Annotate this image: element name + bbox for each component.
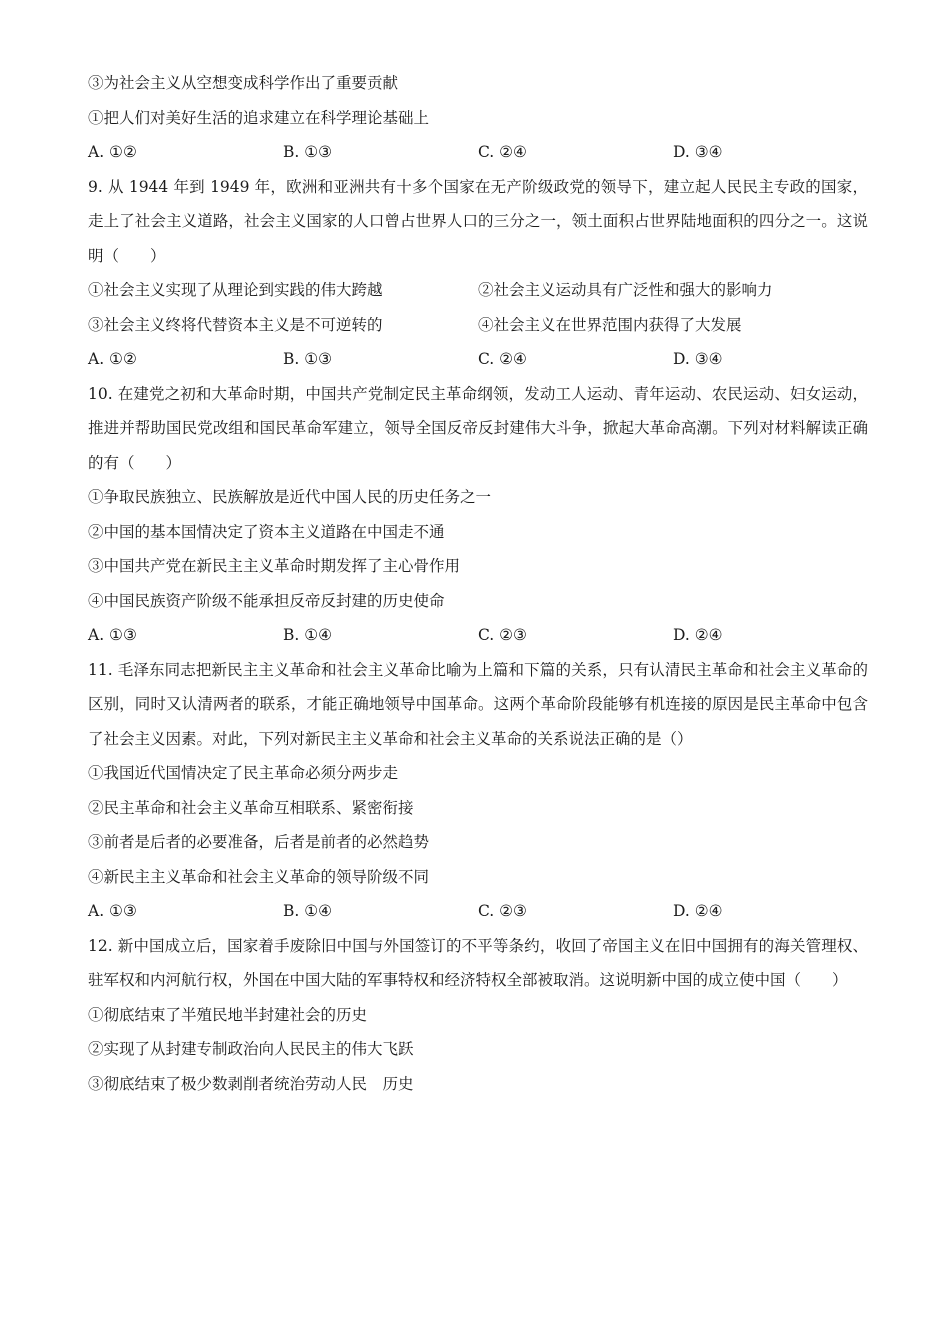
statement-item: ③为社会主义从空想变成科学作出了重要贡献 <box>88 74 399 92</box>
option-a: A. ①③ <box>88 626 137 644</box>
statement-item: ②社会主义运动具有广泛性和强大的影响力 <box>478 281 773 299</box>
option-a: A. ①② <box>88 350 137 368</box>
statement-item: ④社会主义在世界范围内获得了大发展 <box>478 315 742 334</box>
answer-options <box>88 894 868 929</box>
statement-item: ④中国民族资产阶级不能承担反帝反封建的历史使命 <box>88 591 445 610</box>
statement-item: ②中国的基本国情决定了资本主义道路在中国走不通 <box>88 522 445 541</box>
statement-item: ①社会主义实现了从理论到实践的伟大跨越 <box>88 281 383 299</box>
option-b: B. ①③ <box>283 143 333 161</box>
option-d: D. ③④ <box>673 350 723 368</box>
statement-pair <box>88 273 868 308</box>
statement-item: ①我国近代国情决定了民主革命必须分两步走 <box>88 764 399 782</box>
option-d: D. ②④ <box>673 626 723 644</box>
statement-item: ②民主革命和社会主义革命互相联系、紧密衔接 <box>88 798 414 817</box>
question-9-stem: 9. 从 1944 年到 1949 年，欧洲和亚洲共有十多个国家在无产阶级政党的领导下，建立起人民民主专政的国家，走上了社会主义道路，社会主义国家的人口曾占世界人口的三分之一，领土面积占世界陆地面积的四分之一。这说明（ ） <box>88 177 868 265</box>
question-11-stem: 11. 毛泽东同志把新民主主义革命和社会主义革命比喻为上篇和下篇的关系，只有认清民主革命和社会主义革命的区别，同时又认清两者的联系，才能正确地领导中国革命。这两个革命阶段能够有机连接的原因是民主革命中包含了社会主义因素。对此，下列对新民主主义革命和社会主义革命的关系说法正确的是（） <box>88 660 868 748</box>
option-b: B. ①③ <box>283 350 333 368</box>
statement-item: ③彻底结束了极少数剥削者统治劳动人民 历史 <box>88 1074 414 1093</box>
statement-item: ④新民主主义革命和社会主义革命的领导阶级不同 <box>88 867 430 886</box>
option-c: C. ②③ <box>478 902 527 920</box>
answer-options <box>88 342 868 377</box>
statement-pair <box>88 308 868 343</box>
statement-item: ①彻底结束了半殖民地半封建社会的历史 <box>88 1005 368 1024</box>
option-b: B. ①④ <box>283 902 333 920</box>
option-a: A. ①③ <box>88 902 137 920</box>
question-10-stem: 10. 在建党之初和大革命时期，中国共产党制定民主革命纲领，发动工人运动、青年运动、农民运动、妇女运动，推进并帮助国民党改组和国民革命军建立，领导全国反帝反封建伟大斗争，掀起大革命高潮。下列对材料解读正确的有（ ） <box>88 384 868 472</box>
option-a: A. ①② <box>88 143 137 161</box>
statement-item: ③中国共产党在新民主主义革命时期发挥了主心骨作用 <box>88 557 461 575</box>
question-12-stem: 12. 新中国成立后，国家着手废除旧中国与外国签订的不平等条约，收回了帝国主义在旧中国拥有的海关管理权、驻军权和内河航行权，外国在中国大陆的军事特权和经济特权全部被取消。这说明新中国的成立使中国（ ） <box>88 936 868 989</box>
option-c: C. ②③ <box>478 626 527 644</box>
option-d: D. ③④ <box>673 143 723 161</box>
statement-item: ①把人们对美好生活的追求建立在科学理论基础上 <box>88 108 430 127</box>
statement-item: ③社会主义终将代替资本主义是不可逆转的 <box>88 315 383 334</box>
option-c: C. ②④ <box>478 143 527 161</box>
answer-options <box>88 618 868 653</box>
option-b: B. ①④ <box>283 626 333 644</box>
option-c: C. ②④ <box>478 350 527 368</box>
exam-page <box>88 66 868 1101</box>
option-d: D. ②④ <box>673 902 723 920</box>
statement-item: ①争取民族独立、民族解放是近代中国人民的历史任务之一 <box>88 488 492 506</box>
statement-item: ③前者是后者的必要准备，后者是前者的必然趋势 <box>88 833 430 851</box>
answer-options <box>88 135 868 170</box>
statement-item: ②实现了从封建专制政治向人民民主的伟大飞跃 <box>88 1040 414 1058</box>
